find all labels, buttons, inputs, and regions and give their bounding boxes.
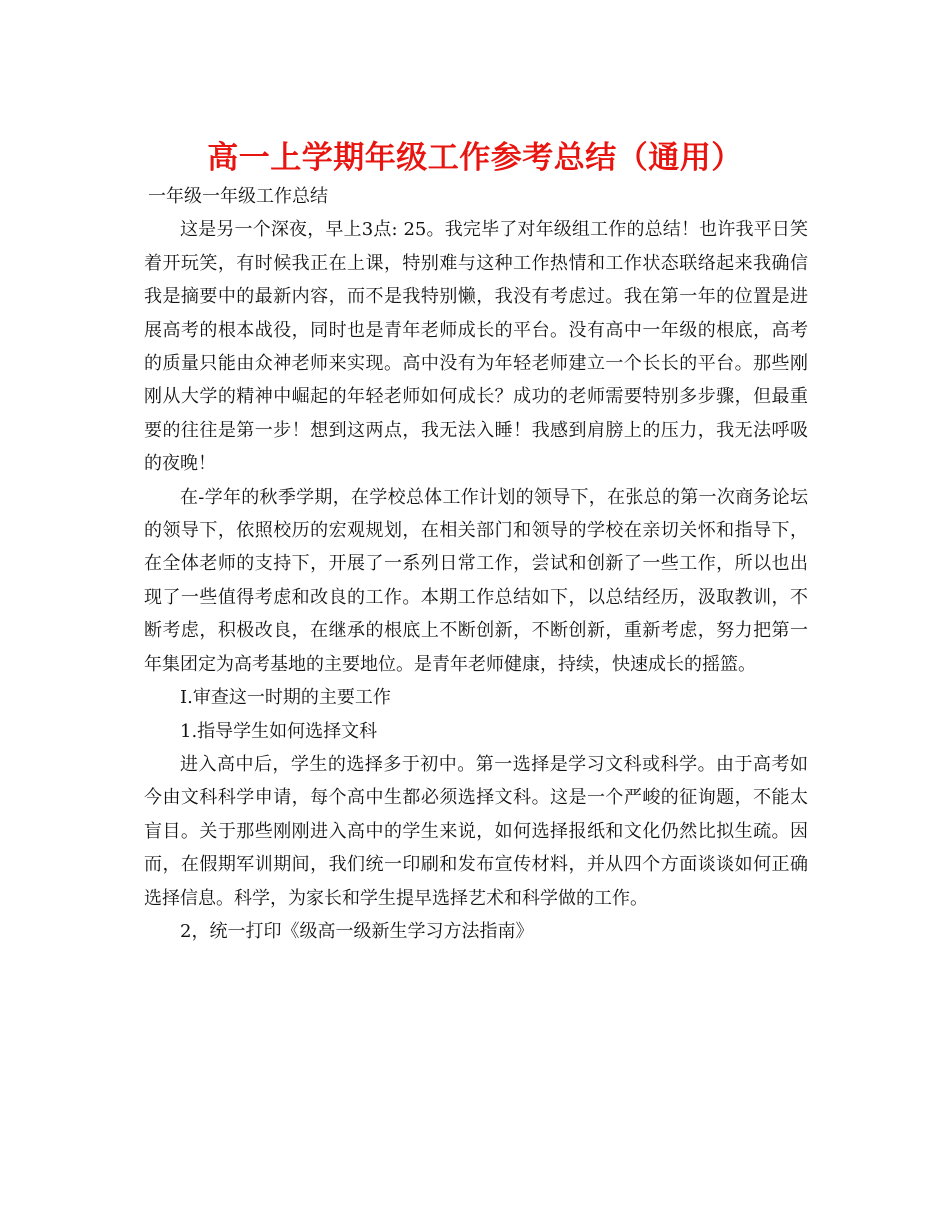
paragraph: 在-学年的秋季学期，在学校总体工作计划的领导下，在张总的第一次商务论坛的领导下，依照校历的宏观规划，在相关部门和领导的学校在亲切关怀和指导下，在全体老师的支持下，开展了一系列日常工作，尝试和创新了一些工作，所以也出现了一些值得考虑和改良的工作。本期工作总结如下，以总结经历，汲取教训，不断考虑，积极改良，在继承的根底上不断创新，不断创新，重新考虑，努力把第一年集团定为高考基地的主要地位。是青年老师健康，持续，快速成长的摇篮。 [144, 486, 808, 675]
document-title: 高一上学期年级工作参考总结（通用） [207, 140, 743, 176]
paragraph: 进入高中后，学生的选择多于初中。第一选择是学习文科或科学。由于高考如今由文科科学申请，每个高中生都必须选择文科。这是一个严峻的征询题，不能太盲目。关于那些刚刚进入高中的学生来说，如何选择报纸和文化仍然比拟生疏。因而，在假期军训期间，我们统一印刷和发布宣传材料，并从四个方面谈谈如何正确选择信息。科学，为家长和学生提早选择艺术和科学做的工作。 [144, 753, 808, 909]
subsection-heading: 1.指导学生如何选择文科 [180, 720, 378, 742]
document-body [144, 180, 808, 948]
section-heading: I.审查这一时期的主要工作 [180, 687, 391, 709]
paragraph: 这是另一个深夜，早上3点: 25。我完毕了对年级组工作的总结！也许我平日笑着开玩笑，有时候我正在上课，特别难与这种工作热情和工作状态联络起来我确信我是摘要中的最新内容，而不是我特别懒，我没有考虑过。我在第一年的位置是进展高考的根本战役，同时也是青年老师成长的平台。没有高中一年级的根底，高考的质量只能由众神老师来实现。高中没有为年轻老师建立一个长长的平台。那些刚刚从大学的精神中崛起的年轻老师如何成长？成功的老师需要特别多步骤，但最重要的往往是第一步！想到这两点，我无法入睡！我感到肩膀上的压力，我无法呼吸的夜晚！ [144, 219, 808, 475]
subtitle-line: 一年级一年级工作总结 [148, 186, 328, 207]
subsection-heading: 2，统一打印《级高一级新生学习方法指南》 [180, 920, 534, 942]
